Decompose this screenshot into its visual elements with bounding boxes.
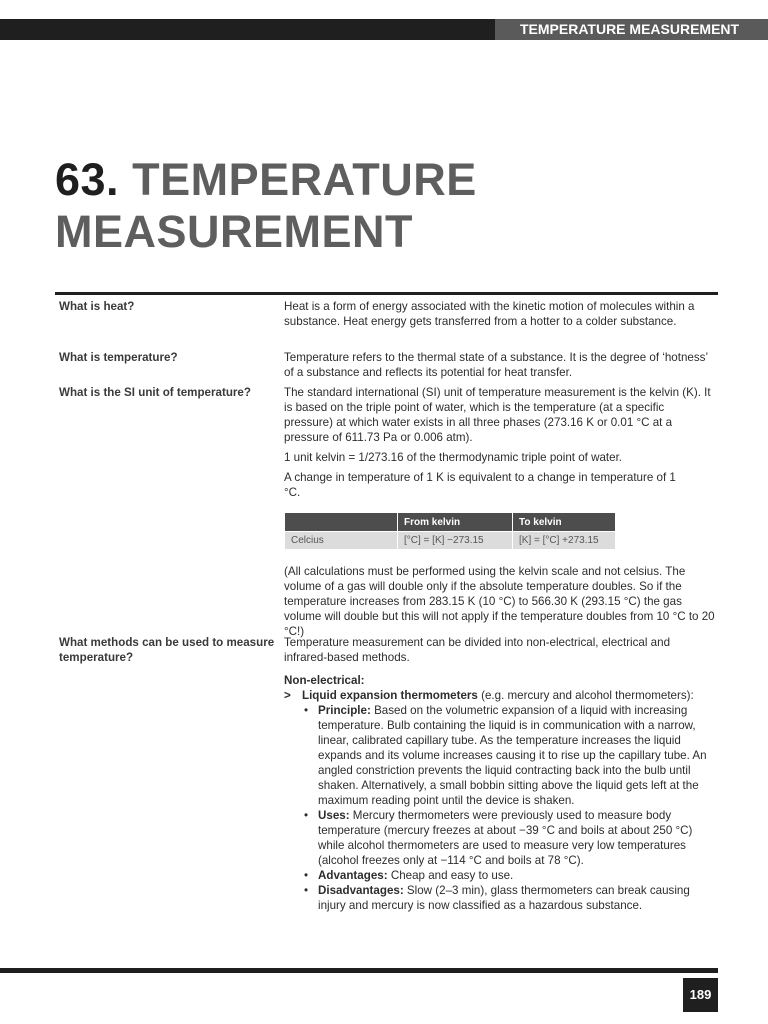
bullet-item: [302, 703, 716, 808]
question-temperature: What is temperature?: [59, 351, 178, 364]
table-cell: [K] = [°C] +273.15: [513, 532, 615, 549]
calculation-note: (All calculations must be performed using the kelvin scale and not celsius. The volume of a gas will double only if the absolute temperature doubles. So if the temperature increases from 283.15 K (10 °C) to 566.30 K (293.15 °C) the gas volume will double but this will not apply if the temperature doubles from 10 °C to 20 °C!): [284, 565, 715, 638]
bullet-icon: •: [304, 809, 309, 822]
bullet-icon: •: [304, 869, 309, 882]
section-heading: Non-electrical:: [284, 674, 365, 687]
answer-methods: [284, 635, 716, 913]
bullet-text: Cheap and easy to use.: [387, 869, 514, 882]
table-header-row: [285, 513, 615, 531]
table-row: [285, 532, 615, 549]
bullet-text: Mercury thermometers were previously used to measure body temperature (mercury freezes at about −39 °C and boils at about 250 °C) while alcohol thermometers are used to measure very low temperatures (alcohol freezes only at −114 °C and boils at 78 °C).: [318, 809, 693, 867]
answer-paragraph: The standard international (SI) unit of temperature measurement is the kelvin (K). It is based on the triple point of water, which is the temperature (at a specific pressure) at which water exists in all three phases (273.16 K or 0.01 °C at a pressure of 611.73 Pa or 0.006 atm).: [284, 386, 711, 444]
answer-paragraph: A change in temperature of 1 K is equivalent to a change in temperature of 1 °C.: [284, 471, 676, 499]
table-header-cell: [285, 513, 397, 531]
section-divider: [55, 292, 718, 295]
header-bar: [0, 19, 495, 40]
question-methods: What methods can be used to measure temperature?: [59, 636, 275, 664]
bullet-icon: •: [304, 704, 309, 717]
chapter-title-line2: MEASUREMENT: [55, 206, 414, 257]
answer-paragraph: 1 unit kelvin = 1/273.16 of the thermodynamic triple point of water.: [284, 451, 623, 464]
answer-paragraph: Temperature measurement can be divided into non-electrical, electrical and infrared-based methods.: [284, 636, 671, 664]
chapter-title-line1: TEMPERATURE: [132, 154, 477, 205]
answer-si-unit: [284, 385, 716, 644]
list-item: [284, 688, 716, 913]
table-header-cell: From kelvin: [398, 513, 512, 531]
bullet-item: [302, 868, 716, 883]
method-list: [284, 688, 716, 913]
item-description: (e.g. mercury and alcohol thermometers):: [477, 689, 694, 702]
bullet-text: Based on the volumetric expansion of a liquid with increasing temperature. Bulb containing the liquid is in communication with a narrow, linear, calibrated capillary tube. As the temperature increases the liquid expands and its volume increases causing it to rise up the capillary tube. An angled constriction prevents the liquid contracting back into the bulb until shaken. Alternatively, a small bobbin sitting above the liquid gets left at the maximum reading point until the device is shaken.: [318, 704, 707, 807]
bullet-text: Slow (2–3 min), glass thermometers can break causing injury and mercury is now classified as a hazardous substance.: [318, 884, 690, 912]
conversion-table: [284, 512, 616, 550]
bullet-icon: •: [304, 884, 309, 897]
answer-heat: Heat is a form of energy associated with the kinetic motion of molecules within a substance. Heat energy gets transferred from a hotter to a colder substance.: [284, 300, 695, 328]
bullet-label: Uses:: [318, 809, 350, 822]
answer-temperature: Temperature refers to the thermal state of a substance. It is the degree of ‘hotness’ of a substance and reflects its potential for heat transfer.: [284, 351, 708, 379]
running-header-title: TEMPERATURE MEASUREMENT: [495, 19, 768, 40]
chapter-number: 63.: [55, 154, 120, 205]
question-si-unit: What is the SI unit of temperature?: [59, 386, 251, 399]
table-cell: [°C] = [K] −273.15: [398, 532, 512, 549]
chapter-title: [55, 154, 477, 258]
bullet-item: [302, 883, 716, 913]
item-title: Liquid expansion thermometers: [302, 689, 478, 702]
bullet-label: Principle:: [318, 704, 371, 717]
arrow-marker: >: [284, 689, 291, 702]
bullet-item: [302, 808, 716, 868]
question-heat: What is heat?: [59, 300, 135, 313]
footer-rule: [0, 968, 718, 973]
bullet-list: [302, 703, 716, 913]
table-header-cell: To kelvin: [513, 513, 615, 531]
bullet-label: Advantages:: [318, 869, 388, 882]
bullet-label: Disadvantages:: [318, 884, 404, 897]
page-number: 189: [683, 978, 718, 1012]
table-cell: Celcius: [285, 532, 397, 549]
